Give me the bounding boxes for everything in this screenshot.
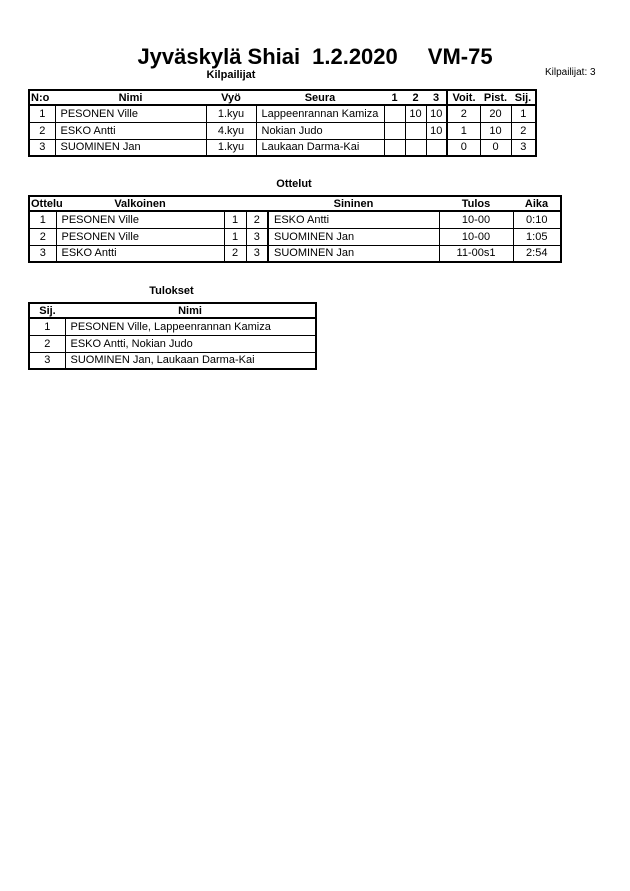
cell-vyo: 1.kyu bbox=[206, 105, 256, 122]
table-row bbox=[29, 105, 536, 122]
cell-no: 3 bbox=[29, 139, 55, 156]
col-header-pist: Pist. bbox=[480, 90, 511, 105]
col-header-vyo: Vyö bbox=[206, 90, 256, 105]
cell-sij: 1 bbox=[29, 318, 65, 335]
results-section-title: Tulokset bbox=[149, 285, 194, 297]
cell-pist: 20 bbox=[480, 105, 511, 122]
cell-tulos: 10-00 bbox=[439, 211, 513, 228]
cell-tulos: 11-00s1 bbox=[439, 245, 513, 262]
cell-blue-no: 3 bbox=[246, 228, 268, 245]
table-row bbox=[29, 352, 316, 369]
event-name: Jyväskylä Shiai bbox=[137, 44, 301, 69]
table-row bbox=[29, 228, 561, 245]
cell-voit: 1 bbox=[447, 122, 480, 139]
col-header-round3: 3 bbox=[426, 90, 447, 105]
cell-nimi: ESKO Antti, Nokian Judo bbox=[65, 335, 316, 352]
cell-blue-no: 3 bbox=[246, 245, 268, 262]
cell-white-no: 1 bbox=[224, 228, 246, 245]
cell-match-no: 1 bbox=[29, 211, 56, 228]
col-header-valkoinen: Valkoinen bbox=[56, 196, 224, 211]
cell-blue-name: SUOMINEN Jan bbox=[268, 245, 439, 262]
cell-sij: 3 bbox=[29, 352, 65, 369]
table-row bbox=[29, 139, 536, 156]
col-header-sij: Sij. bbox=[29, 303, 65, 318]
cell-pist: 0 bbox=[480, 139, 511, 156]
col-header-nimi: Nimi bbox=[55, 90, 206, 105]
cell-round3 bbox=[426, 139, 447, 156]
cell-no: 2 bbox=[29, 122, 55, 139]
competitors-count: Kilpailijat: 3 bbox=[545, 67, 596, 78]
cell-seura: Nokian Judo bbox=[256, 122, 384, 139]
results-header-row bbox=[29, 303, 316, 318]
cell-blue-name: SUOMINEN Jan bbox=[268, 228, 439, 245]
matches-section-title: Ottelut bbox=[276, 178, 312, 190]
results-table bbox=[28, 302, 317, 370]
cell-sij: 1 bbox=[511, 105, 536, 122]
table-row bbox=[29, 122, 536, 139]
cell-white-name: PESONEN Ville bbox=[56, 211, 224, 228]
competitors-header-row bbox=[29, 90, 536, 105]
cell-no: 1 bbox=[29, 105, 55, 122]
cell-round1 bbox=[384, 105, 405, 122]
cell-voit: 0 bbox=[447, 139, 480, 156]
matches-header-row bbox=[29, 196, 561, 211]
cell-sij: 3 bbox=[511, 139, 536, 156]
cell-nimi: PESONEN Ville, Lappeenrannan Kamiza bbox=[65, 318, 316, 335]
table-row bbox=[29, 318, 316, 335]
col-header-sininen: Sininen bbox=[268, 196, 439, 211]
table-row bbox=[29, 211, 561, 228]
cell-round3: 10 bbox=[426, 105, 447, 122]
cell-nimi: SUOMINEN Jan, Laukaan Darma-Kai bbox=[65, 352, 316, 369]
cell-white-no: 1 bbox=[224, 211, 246, 228]
cell-round2: 10 bbox=[405, 105, 426, 122]
cell-nimi: PESONEN Ville bbox=[55, 105, 206, 122]
col-header-white-no bbox=[224, 196, 246, 211]
cell-sij: 2 bbox=[511, 122, 536, 139]
cell-round1 bbox=[384, 139, 405, 156]
cell-voit: 2 bbox=[447, 105, 480, 122]
cell-seura: Laukaan Darma-Kai bbox=[256, 139, 384, 156]
cell-aika: 2:54 bbox=[513, 245, 561, 262]
col-header-blue-no bbox=[246, 196, 268, 211]
cell-white-name: ESKO Antti bbox=[56, 245, 224, 262]
col-header-aika: Aika bbox=[513, 196, 561, 211]
cell-white-no: 2 bbox=[224, 245, 246, 262]
col-header-no: N:o bbox=[29, 90, 55, 105]
event-date: 1.2.2020 bbox=[312, 44, 398, 69]
table-row bbox=[29, 245, 561, 262]
col-header-tulos: Tulos bbox=[439, 196, 513, 211]
cell-seura: Lappeenrannan Kamiza bbox=[256, 105, 384, 122]
page-title bbox=[0, 44, 630, 70]
cell-vyo: 4.kyu bbox=[206, 122, 256, 139]
competitors-section bbox=[28, 89, 537, 157]
competitors-section-title: Kilpailijat bbox=[206, 69, 256, 81]
col-header-round1: 1 bbox=[384, 90, 405, 105]
cell-round2 bbox=[405, 139, 426, 156]
table-row bbox=[29, 335, 316, 352]
col-header-seura: Seura bbox=[256, 90, 384, 105]
matches-section bbox=[28, 178, 560, 263]
results-section bbox=[28, 285, 315, 370]
cell-vyo: 1.kyu bbox=[206, 139, 256, 156]
cell-aika: 1:05 bbox=[513, 228, 561, 245]
cell-pist: 10 bbox=[480, 122, 511, 139]
cell-round1 bbox=[384, 122, 405, 139]
col-header-nimi: Nimi bbox=[65, 303, 316, 318]
cell-blue-no: 2 bbox=[246, 211, 268, 228]
cell-aika: 0:10 bbox=[513, 211, 561, 228]
cell-match-no: 3 bbox=[29, 245, 56, 262]
col-header-ottelu: Ottelu bbox=[31, 197, 63, 210]
cell-round2 bbox=[405, 122, 426, 139]
cell-blue-name: ESKO Antti bbox=[268, 211, 439, 228]
cell-tulos: 10-00 bbox=[439, 228, 513, 245]
competitors-table bbox=[28, 89, 537, 157]
col-header-sij: Sij. bbox=[511, 90, 536, 105]
col-header-round2: 2 bbox=[405, 90, 426, 105]
cell-round3: 10 bbox=[426, 122, 447, 139]
cell-sij: 2 bbox=[29, 335, 65, 352]
col-header-voit: Voit. bbox=[447, 90, 480, 105]
weight-class: VM-75 bbox=[427, 44, 493, 69]
cell-nimi: SUOMINEN Jan bbox=[55, 139, 206, 156]
cell-white-name: PESONEN Ville bbox=[56, 228, 224, 245]
cell-nimi: ESKO Antti bbox=[55, 122, 206, 139]
matches-table bbox=[28, 195, 562, 263]
cell-match-no: 2 bbox=[29, 228, 56, 245]
